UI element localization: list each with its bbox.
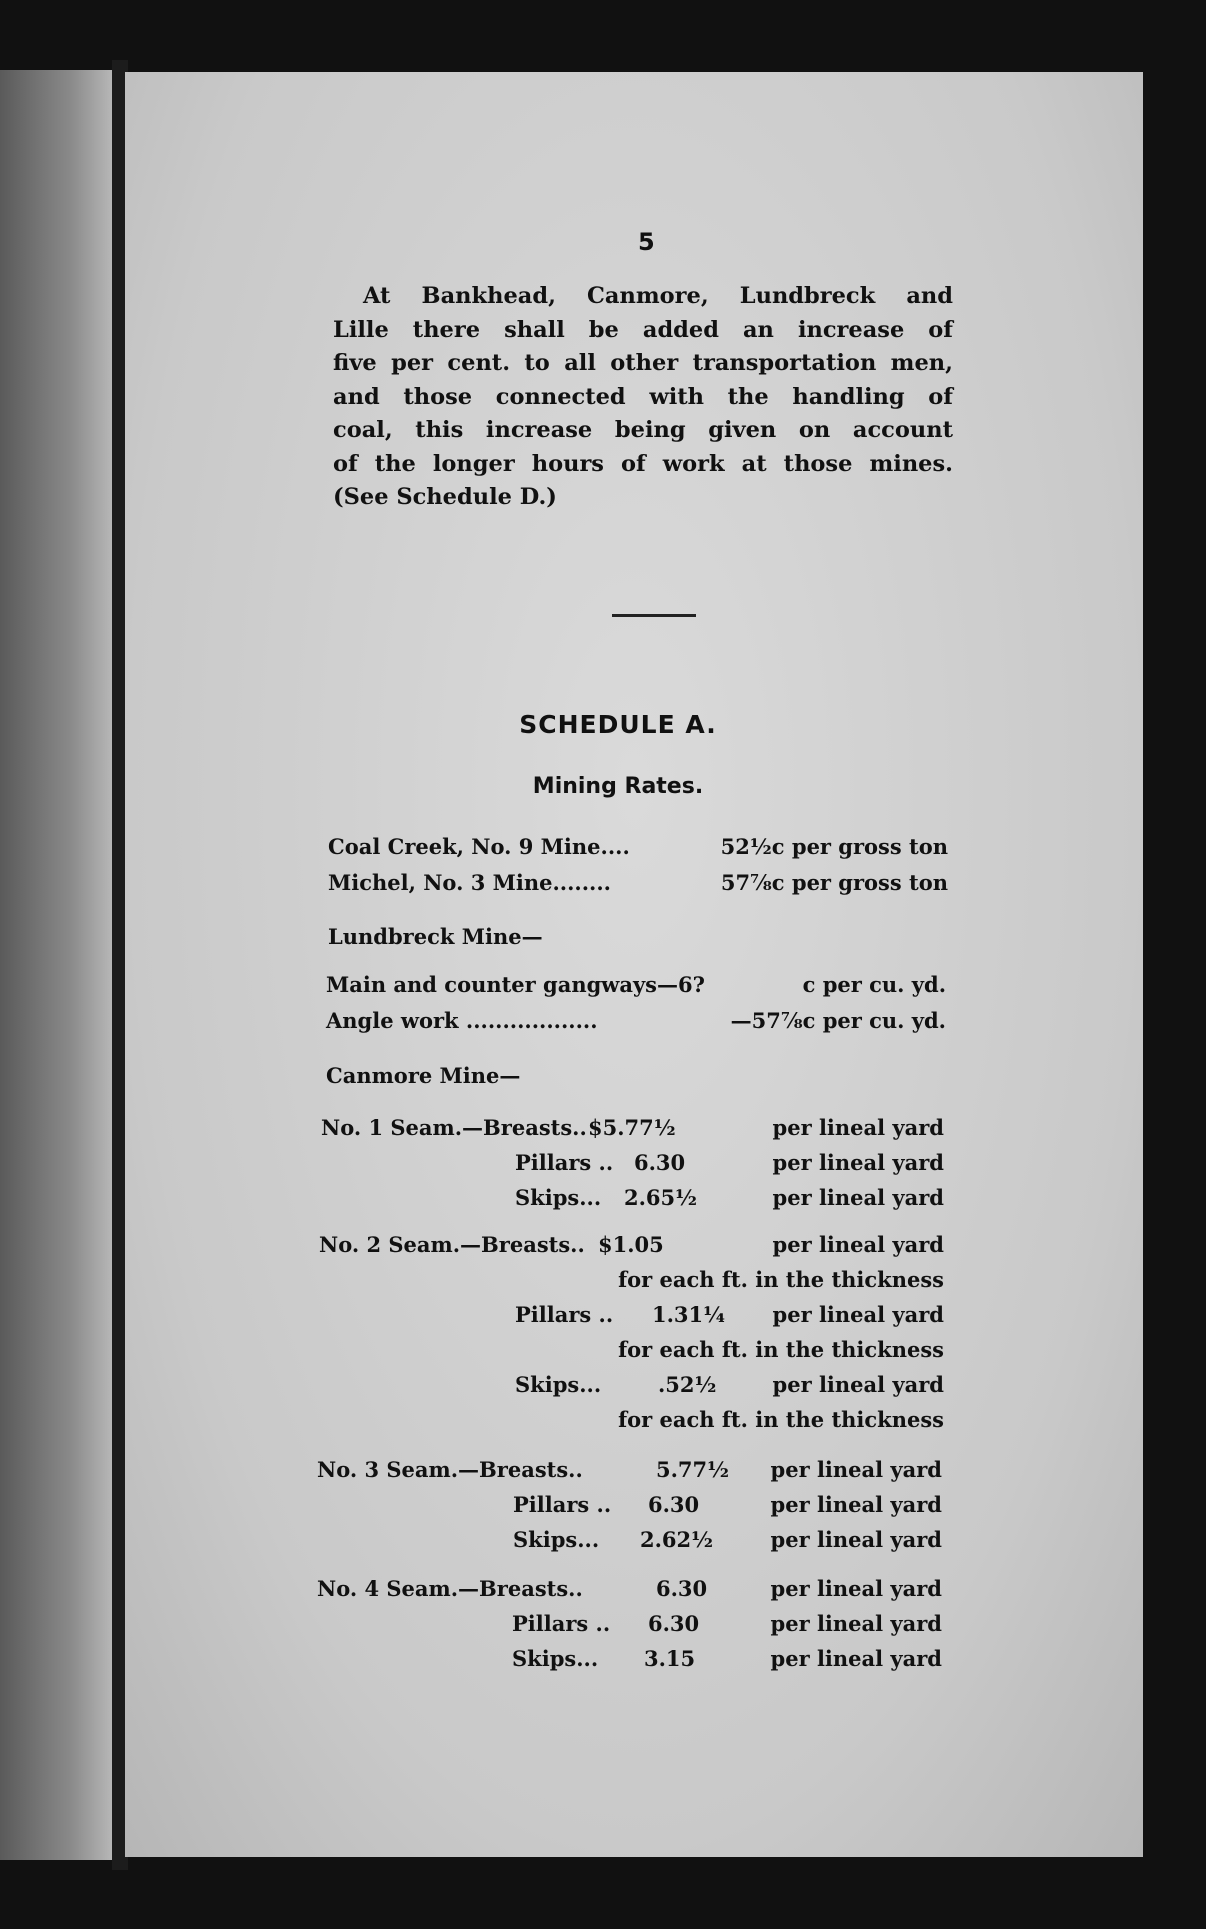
rate-label-main-counter: Main and counter gangways—6? xyxy=(326,972,705,997)
seam1-skips-unit: per lineal yard xyxy=(772,1185,944,1210)
seam3-pillars-unit: per lineal yard xyxy=(770,1492,942,1517)
schedule-title: SCHEDULE A. xyxy=(519,710,717,739)
seam2-breasts-unit: per lineal yard xyxy=(772,1232,944,1257)
seam4-breasts-unit: per lineal yard xyxy=(770,1576,942,1601)
intro-line: At Bankhead, Canmore, Lundbreck and xyxy=(363,283,953,309)
schedule-subtitle: Mining Rates. xyxy=(532,774,704,799)
seam1-skips-amount: 2.65½ xyxy=(624,1185,698,1210)
seam2-pillars-label: Pillars .. xyxy=(515,1302,614,1327)
seam1-breasts-unit: per lineal yard xyxy=(772,1115,944,1140)
left-page-edge xyxy=(0,70,118,1860)
seam3-breasts-amount: 5.77½ xyxy=(656,1457,730,1482)
canmore-heading: Canmore Mine— xyxy=(326,1063,521,1088)
lundbreck-heading: Lundbreck Mine— xyxy=(328,924,543,949)
seam4-pillars-unit: per lineal yard xyxy=(770,1611,942,1636)
seam1-breasts-label: No. 1 Seam.—Breasts.. xyxy=(321,1115,587,1140)
seam2-breasts-note: for each ft. in the thickness xyxy=(618,1267,944,1292)
seam2-skips-amount: .52½ xyxy=(658,1372,717,1397)
rate-label-coal-creek: Coal Creek, No. 9 Mine.... xyxy=(328,834,630,859)
seam4-pillars-amount: 6.30 xyxy=(648,1611,700,1636)
seam2-breasts-label: No. 2 Seam.—Breasts.. xyxy=(319,1232,585,1257)
seam2-pillars-note: for each ft. in the thickness xyxy=(618,1337,944,1362)
seam3-breasts-unit: per lineal yard xyxy=(770,1457,942,1482)
intro-line: and those connected with the handling of xyxy=(333,383,953,410)
intro-line: Lille there shall be added an increase of xyxy=(333,316,953,343)
seam4-pillars-label: Pillars .. xyxy=(512,1611,611,1636)
seam4-skips-label: Skips... xyxy=(512,1646,599,1671)
intro-line: five per cent. to all other transportation men, xyxy=(333,350,953,376)
page-number: 5 xyxy=(638,228,655,256)
seam4-skips-unit: per lineal yard xyxy=(770,1646,942,1671)
seam4-breasts-amount: 6.30 xyxy=(656,1576,708,1601)
rate-value-michel: 57⅞c per gross ton xyxy=(720,870,948,895)
seam3-skips-amount: 2.62½ xyxy=(640,1527,714,1552)
seam2-skips-unit: per lineal yard xyxy=(772,1372,944,1397)
seam3-pillars-label: Pillars .. xyxy=(513,1492,612,1517)
seam3-pillars-amount: 6.30 xyxy=(648,1492,700,1517)
seam3-breasts-label: No. 3 Seam.—Breasts.. xyxy=(317,1457,583,1482)
seam1-pillars-amount: 6.30 xyxy=(634,1150,686,1175)
seam2-pillars-amount: 1.31¼ xyxy=(652,1302,726,1327)
seam1-breasts-amount: $5.77½ xyxy=(588,1115,676,1140)
seam3-skips-unit: per lineal yard xyxy=(770,1527,942,1552)
seam1-skips-label: Skips... xyxy=(515,1185,602,1210)
section-divider xyxy=(612,614,696,617)
intro-line: (See Schedule D.) xyxy=(333,484,557,510)
rate-label-michel: Michel, No. 3 Mine........ xyxy=(328,870,611,895)
seam4-breasts-label: No. 4 Seam.—Breasts.. xyxy=(317,1576,583,1601)
seam1-pillars-unit: per lineal yard xyxy=(772,1150,944,1175)
seam3-skips-label: Skips... xyxy=(513,1527,600,1552)
seam2-breasts-amount: $1.05 xyxy=(598,1232,664,1257)
rate-label-angle-work: Angle work .................. xyxy=(326,1008,598,1033)
rate-value-coal-creek: 52½c per gross ton xyxy=(720,834,948,859)
rate-value-main-counter: c per cu. yd. xyxy=(802,972,946,997)
seam1-pillars-label: Pillars .. xyxy=(515,1150,614,1175)
seam2-skips-label: Skips... xyxy=(515,1372,602,1397)
seam2-pillars-unit: per lineal yard xyxy=(772,1302,944,1327)
seam4-skips-amount: 3.15 xyxy=(644,1646,696,1671)
intro-paragraph xyxy=(333,280,953,515)
seam2-skips-note: for each ft. in the thickness xyxy=(618,1407,944,1432)
intro-line: of the longer hours of work at those mines. xyxy=(333,450,953,477)
intro-line: coal, this increase being given on account xyxy=(333,417,953,443)
rate-value-angle-work: —57⅞c per cu. yd. xyxy=(730,1008,946,1033)
